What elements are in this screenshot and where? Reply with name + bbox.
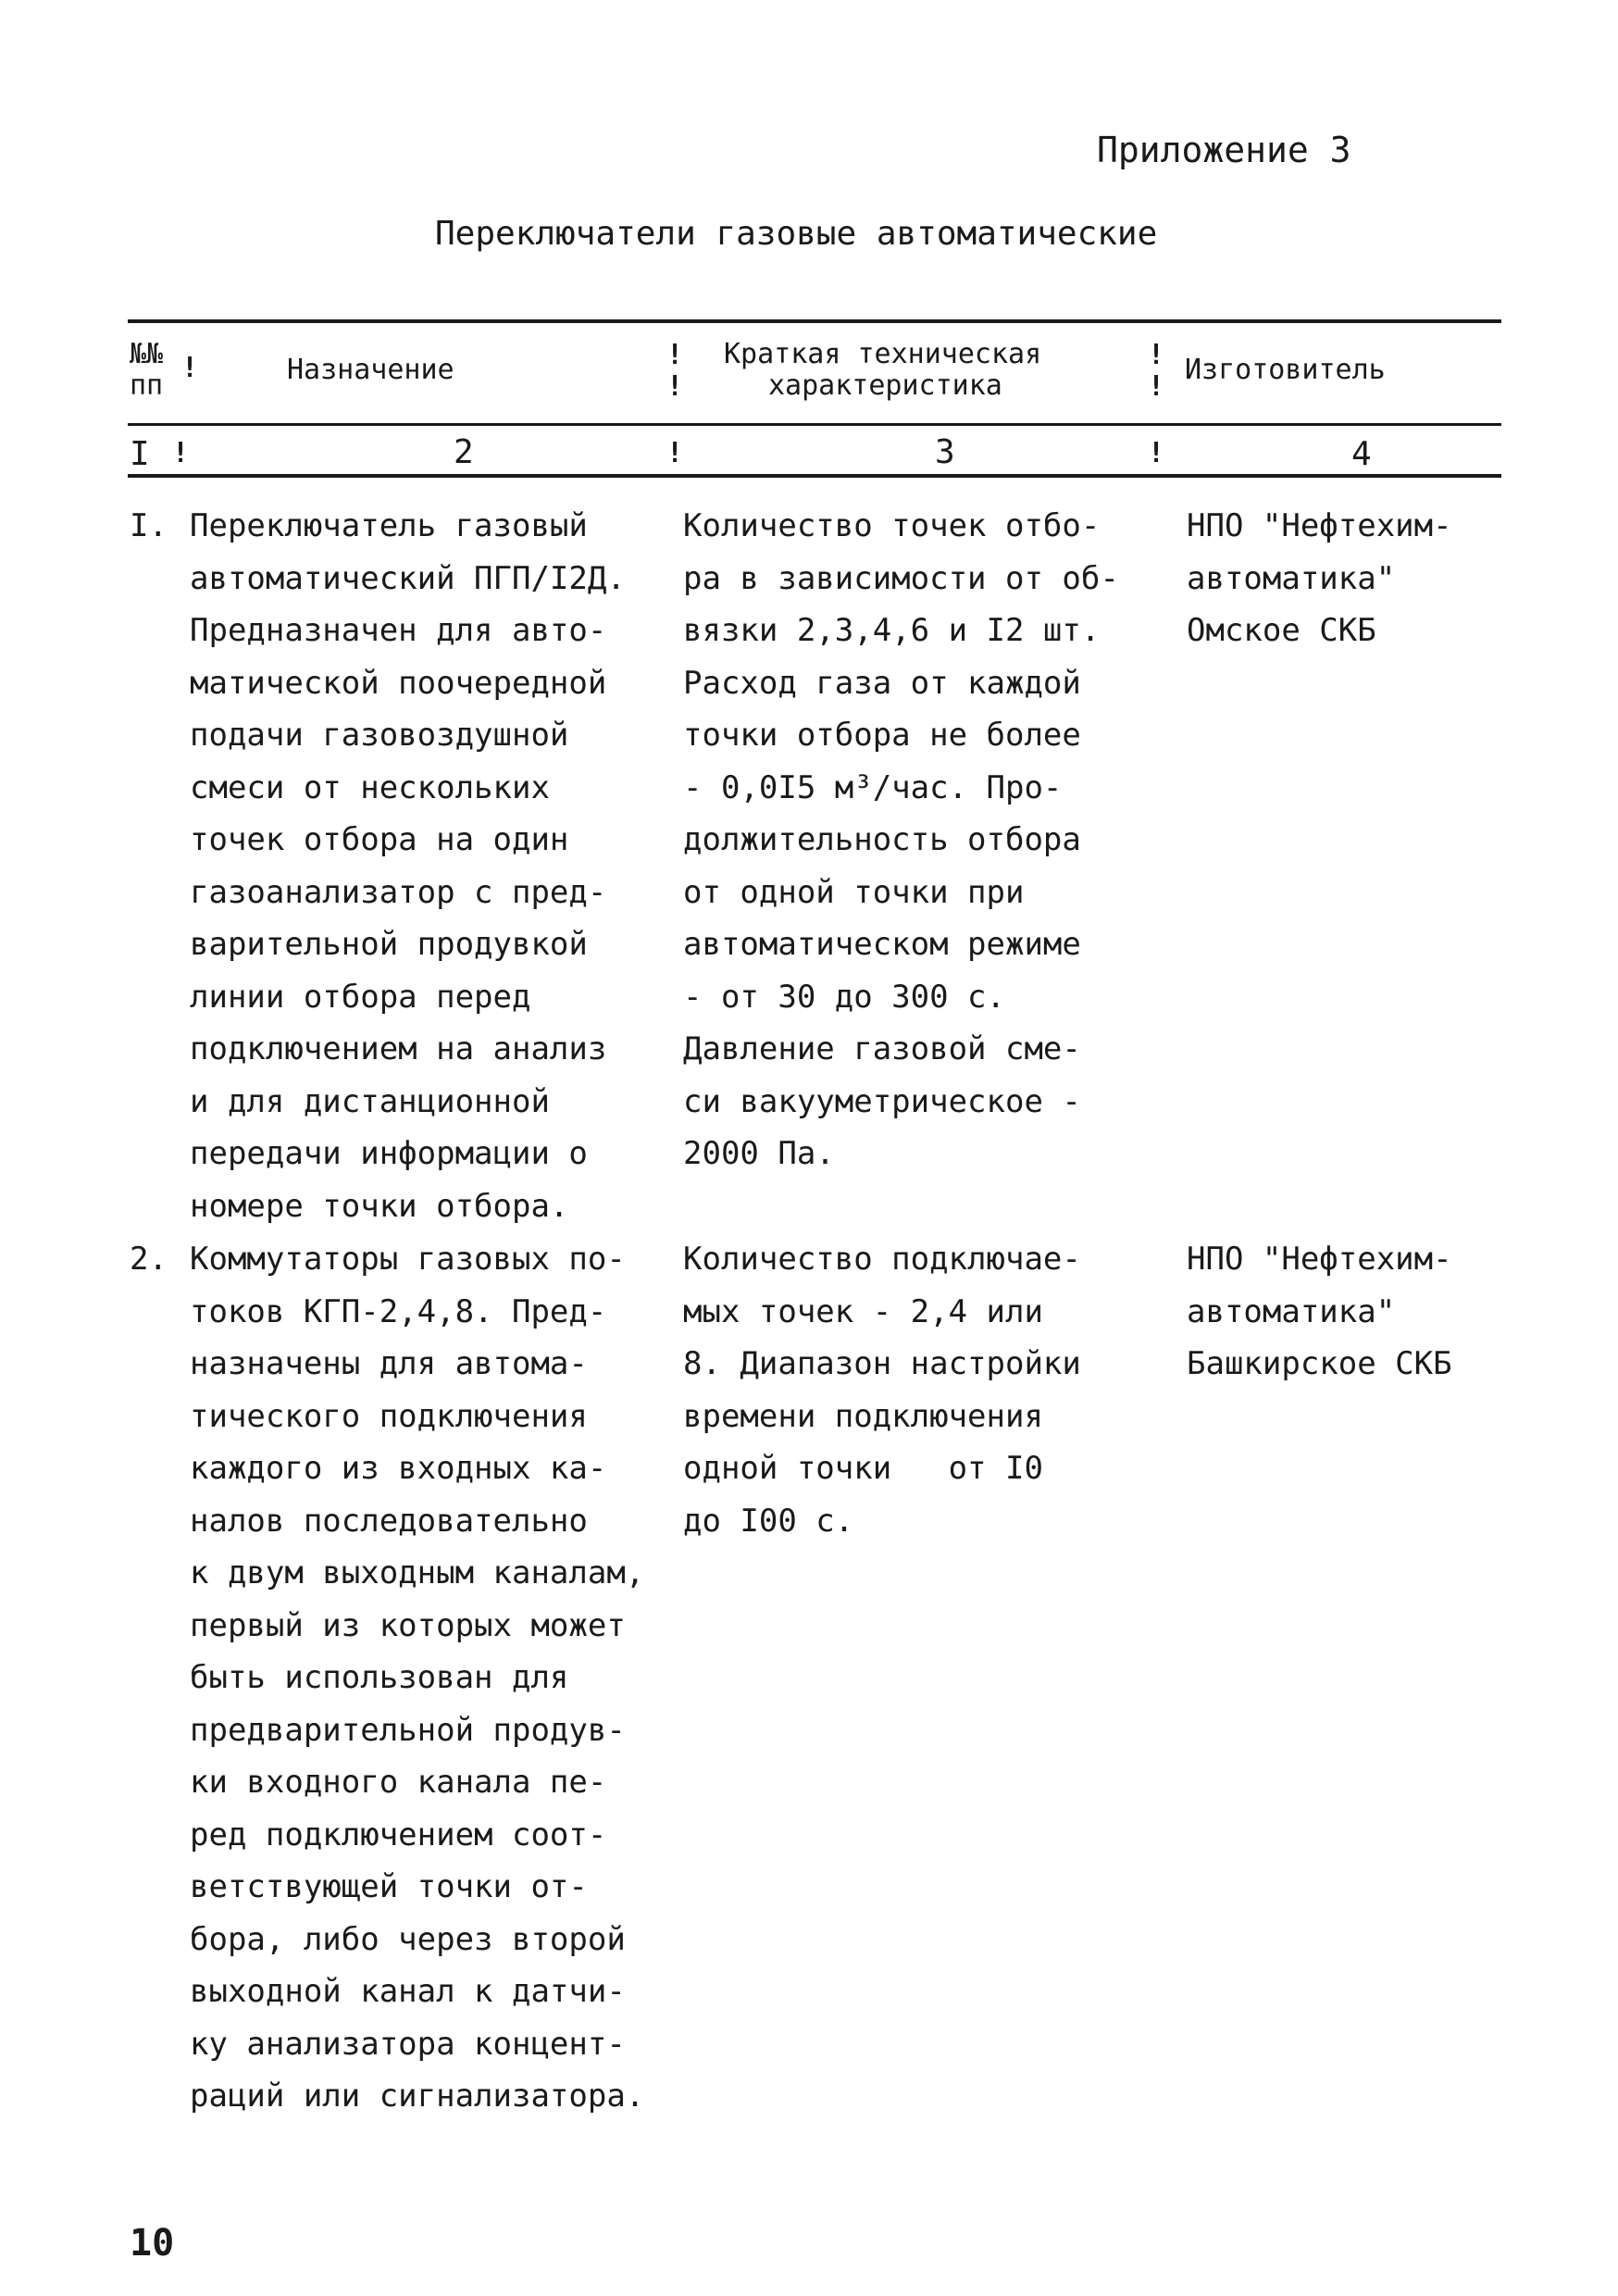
characteristics-line: Давление газовой сме- (683, 1030, 1081, 1067)
purpose-line: и для дистанционной (190, 1082, 550, 1120)
characteristics-line: автоматическом режиме (683, 926, 1081, 963)
characteristics-line: точки отбора не более (683, 717, 1081, 754)
row-1-characteristics (683, 500, 1119, 1180)
characteristics-line: - 0,0I5 м³/час. Про- (683, 768, 1063, 806)
manufacturer-line: НПО "Нефтехим- (1187, 1241, 1452, 1278)
purpose-line: к двум выходным каналам, (190, 1554, 645, 1591)
purpose-line: раций или сигнализатора. (190, 2078, 645, 2115)
purpose-line: матической поочередной (190, 664, 607, 702)
characteristics-line: мых точек - 2,4 или (683, 1292, 1043, 1330)
characteristics-line: должительность отбора (683, 821, 1081, 858)
table-title: Переключатели газовые автоматические (435, 215, 1158, 253)
header-separator: ! (172, 437, 190, 469)
purpose-line: ки входного канала пе- (190, 1764, 607, 1801)
column-number-4: 4 (1351, 435, 1372, 473)
purpose-line: ветствующей точки от- (190, 1868, 588, 1905)
header-separator: ! (666, 370, 684, 403)
header-characteristics-line2: характеристика (768, 369, 1002, 402)
purpose-line: подачи газовоздушной (190, 717, 569, 754)
purpose-line: быть использован для (190, 1659, 569, 1696)
row-1-purpose (190, 500, 626, 1232)
characteristics-line: ра в зависимости от об- (683, 559, 1119, 597)
characteristics-line: вязки 2,3,4,6 и I2 шт. (683, 612, 1101, 649)
purpose-line: бора, либо через второй (190, 1920, 626, 1958)
manufacturer-line: НПО "Нефтехим- (1187, 507, 1452, 544)
row-2-characteristics (683, 1233, 1081, 1547)
purpose-line: токов КГП-2,4,8. Пред- (190, 1292, 607, 1330)
purpose-line: газоанализатор с пред- (190, 873, 607, 911)
purpose-line: передачи информации о (190, 1135, 588, 1172)
header-separator: ! (1148, 370, 1165, 403)
purpose-line: Коммутаторы газовых по- (190, 1241, 626, 1278)
purpose-line: номере точки отбора. (190, 1187, 569, 1225)
row-1-number: I. (130, 507, 168, 544)
characteristics-line: времени подключения (683, 1397, 1043, 1435)
purpose-line: назначены для автома- (190, 1345, 588, 1382)
header-separator: ! (1148, 339, 1165, 371)
header-separator: ! (181, 352, 199, 384)
characteristics-line: - от 30 до 300 с. (683, 978, 1005, 1016)
column-number-2: 2 (454, 433, 474, 471)
purpose-line: линии отбора перед (190, 978, 531, 1016)
characteristics-line: си вакууметрическое - (683, 1082, 1081, 1120)
purpose-line: первый из которых может (190, 1606, 626, 1644)
purpose-line: смеси от нескольких (190, 768, 550, 806)
purpose-line: ред подключением соот- (190, 1816, 607, 1853)
manufacturer-line: Башкирское СКБ (1187, 1345, 1452, 1382)
appendix-label: Приложение 3 (1097, 130, 1351, 170)
header-purpose: Назначение (287, 354, 454, 386)
characteristics-line: 2000 Па. (683, 1135, 835, 1172)
header-separator: ! (666, 437, 684, 469)
header-manufacturer: Изготовитель (1185, 354, 1386, 386)
header-col1-line2: пп (130, 369, 164, 402)
header-col1-line1: №№ (130, 338, 164, 370)
purpose-line: налов последовательно (190, 1502, 588, 1540)
purpose-line: Переключатель газовый (190, 507, 588, 544)
purpose-line: предварительной продув- (190, 1711, 626, 1749)
header-separator: ! (666, 339, 684, 371)
purpose-line: ку анализатора концент- (190, 2025, 626, 2063)
characteristics-line: Расход газа от каждой (683, 664, 1081, 702)
manufacturer-line: автоматика" (1187, 559, 1396, 597)
purpose-line: точек отбора на один (190, 821, 569, 858)
column-numbers-rule (128, 474, 1501, 478)
row-2-purpose (190, 1233, 644, 2123)
column-number-1: I (130, 435, 150, 473)
purpose-line: тического подключения (190, 1397, 588, 1435)
row-1-manufacturer (1187, 500, 1452, 657)
characteristics-line: одной точки от I0 (683, 1450, 1043, 1487)
row-2-manufacturer (1187, 1233, 1452, 1391)
manufacturer-line: Омское СКБ (1187, 612, 1376, 649)
header-separator: ! (1148, 437, 1165, 469)
header-characteristics-line1: Краткая техническая (724, 338, 1042, 370)
characteristics-line: Количество подключае- (683, 1241, 1081, 1278)
purpose-line: варительной продувкой (190, 926, 588, 963)
purpose-line: каждого из входных ка- (190, 1450, 607, 1487)
table-top-rule (128, 319, 1501, 323)
characteristics-line: до I00 с. (683, 1502, 854, 1540)
page-number: 10 (130, 2222, 175, 2265)
characteristics-line: Количество точек отбо- (683, 507, 1101, 544)
purpose-line: выходной канал к датчи- (190, 1973, 626, 2010)
column-number-3: 3 (935, 433, 955, 471)
manufacturer-line: автоматика" (1187, 1292, 1396, 1330)
characteristics-line: от одной точки при (683, 873, 1025, 911)
purpose-line: подключением на анализ (190, 1030, 607, 1067)
purpose-line: автоматический ПГП/I2Д. (190, 559, 626, 597)
header-bottom-rule (128, 423, 1501, 426)
characteristics-line: 8. Диапазон настройки (683, 1345, 1081, 1382)
purpose-line: Предназначен для авто- (190, 612, 607, 649)
row-2-number: 2. (130, 1241, 168, 1278)
